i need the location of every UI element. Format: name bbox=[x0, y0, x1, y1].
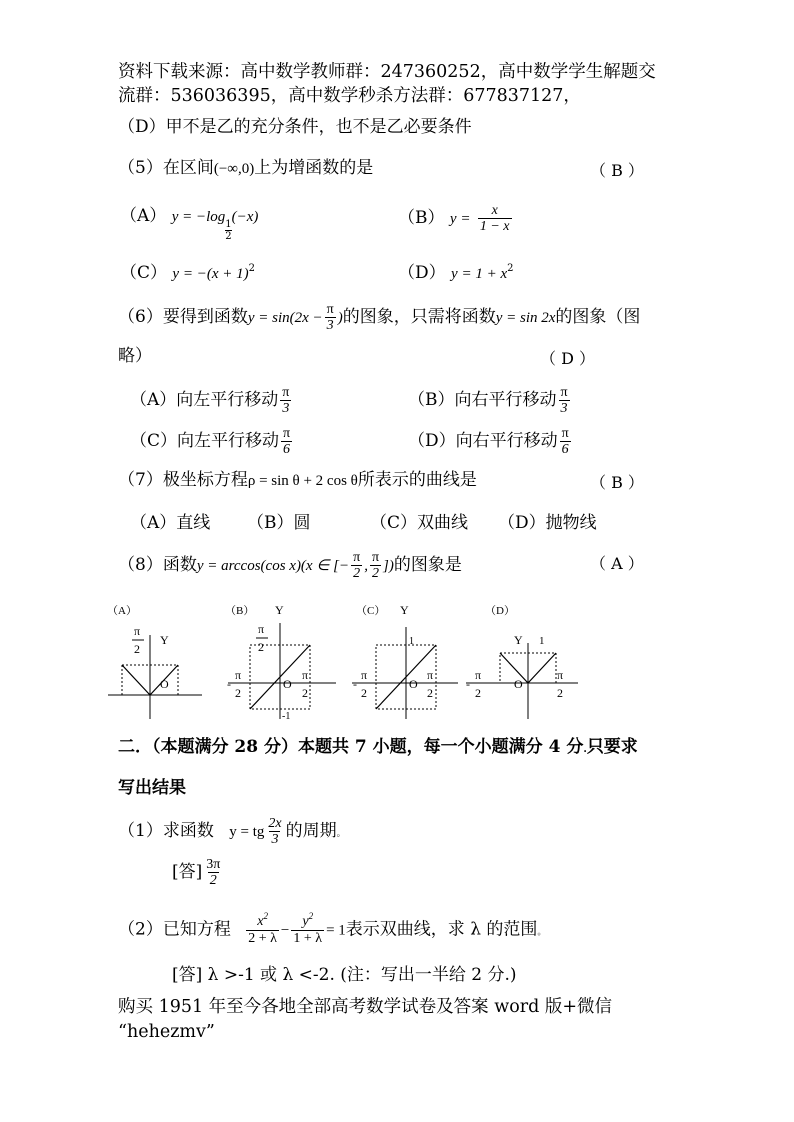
q6-line-2: 略） bbox=[118, 346, 152, 366]
frac-num: π bbox=[561, 426, 569, 441]
q6-option-a bbox=[130, 385, 293, 416]
footer-line-2: “hehezmv” bbox=[118, 1022, 215, 1042]
graph-d-label: （D） bbox=[485, 605, 515, 617]
log-base-den: 2 bbox=[225, 231, 232, 242]
graph-a-origin: O bbox=[160, 677, 169, 691]
frac-num: 3π bbox=[206, 857, 221, 872]
s1-answer-frac bbox=[204, 857, 222, 888]
graph-b bbox=[225, 603, 336, 722]
q5-option-c-exp: 2 bbox=[248, 263, 255, 274]
q6-p3: 的图象（图 bbox=[555, 307, 641, 327]
q5-prefix: （5）在区间 bbox=[118, 158, 214, 178]
graph-c-right-den: 2 bbox=[427, 686, 433, 700]
graph-d-yaxis-label: Y bbox=[514, 633, 523, 647]
frac-den: 3 bbox=[326, 318, 334, 333]
graph-b-yaxis-label: Y bbox=[275, 603, 284, 617]
graph-b-left-num: π bbox=[235, 668, 242, 682]
q5-option-d-math: y = 1 + x bbox=[451, 266, 508, 282]
q7-p2: 所表示的曲线是 bbox=[357, 470, 477, 490]
graph-b-ytop-num: π bbox=[258, 622, 265, 636]
q7-option-c: （C）双曲线 bbox=[370, 513, 469, 533]
frac-den: 3 bbox=[271, 832, 279, 847]
frac-den: 2 + λ bbox=[248, 931, 277, 946]
graph-d bbox=[466, 604, 578, 719]
q5-stem bbox=[118, 157, 373, 180]
q6-option-b bbox=[408, 385, 572, 416]
graph-d-left-num: π bbox=[475, 668, 482, 682]
s1-func: y = tg bbox=[229, 824, 265, 840]
q6-option-b-text: （B）向右平行移动 bbox=[408, 390, 557, 410]
q7-answer: （ B ） bbox=[590, 473, 644, 492]
q8-frac-2 bbox=[370, 550, 381, 581]
frac-den: 6 bbox=[561, 442, 569, 457]
q4-option-d: （D）甲不是乙的充分条件，也不是乙必要条件 bbox=[118, 117, 472, 137]
q5-option-b-lhs: y = bbox=[449, 211, 471, 227]
q6-func-1: y = sin(2x − bbox=[247, 310, 323, 326]
frac-num: π bbox=[282, 385, 290, 400]
frac-num: π bbox=[326, 302, 334, 317]
q5-option-d-exp: 2 bbox=[507, 263, 514, 274]
q6-option-d-fraction bbox=[560, 426, 571, 457]
q5-option-a-tail: (−x) bbox=[231, 209, 259, 225]
s1-answer bbox=[172, 857, 224, 888]
section-2-title-1: 二．（本题满分 28 分）本题共 7 小题，每一个小题满分 4 分.只要求 bbox=[118, 737, 638, 757]
q5-option-a-math: y = −log bbox=[171, 209, 226, 225]
frac-num: π bbox=[371, 550, 380, 565]
q8-answer: （ A ） bbox=[590, 554, 644, 573]
s2-answer: [答] λ >-1 或 λ <-2. (注：写出一半给 2 分.) bbox=[172, 965, 517, 985]
q5-option-d-label: （D） bbox=[398, 263, 446, 283]
graph-b-origin: O bbox=[283, 677, 292, 691]
frac-num: π bbox=[560, 385, 568, 400]
s2-n1: x bbox=[257, 914, 264, 929]
q7-option-b: （B）圆 bbox=[247, 513, 311, 533]
s2-minus: − bbox=[280, 922, 290, 939]
q6-option-a-text: （A）向左平行移动 bbox=[130, 390, 279, 410]
graph-b-left-den: 2 bbox=[235, 686, 241, 700]
q6-func-1-close: ) bbox=[337, 310, 343, 326]
q6-option-d-text: （D）向右平行移动 bbox=[408, 431, 558, 451]
q6-answer: （ D ） bbox=[540, 349, 596, 368]
frac-num: π bbox=[353, 550, 361, 565]
q5-option-a-base bbox=[225, 219, 231, 242]
s1-p1: （1）求函数 bbox=[118, 821, 214, 841]
q5-option-d bbox=[398, 262, 513, 287]
q6-option-a-fraction bbox=[280, 385, 291, 416]
log-base-num: 1 bbox=[225, 219, 232, 230]
graph-a-label: （A） bbox=[107, 605, 137, 617]
graph-a-ytop-den: 2 bbox=[134, 642, 140, 656]
frac-den: 6 bbox=[283, 442, 291, 457]
q8-graphs bbox=[100, 595, 700, 725]
q5-option-c-label: （C） bbox=[120, 263, 168, 283]
section-2-title-2: 写出结果 bbox=[118, 778, 186, 798]
q5-option-c-math: y = −(x + 1) bbox=[172, 266, 249, 282]
frac-den: 3 bbox=[282, 401, 290, 416]
q7-stem bbox=[118, 469, 477, 492]
q5-option-a-label: （A） bbox=[120, 206, 167, 226]
s2-n1-exp: 2 bbox=[263, 911, 268, 921]
frac-num bbox=[255, 911, 270, 930]
graph-a bbox=[107, 604, 202, 719]
s2-n2: y bbox=[302, 914, 309, 929]
q6-p1: （6）要得到函数 bbox=[118, 307, 248, 327]
q6-option-b-fraction bbox=[559, 385, 570, 416]
graph-c-yaxis-label: Y bbox=[400, 603, 409, 617]
frac-num: 2x bbox=[268, 816, 282, 831]
graph-b-ytop-den: 2 bbox=[258, 640, 264, 654]
graph-c bbox=[352, 603, 458, 719]
graph-d-right-num: π bbox=[557, 668, 564, 682]
q6-func-1-fraction bbox=[325, 302, 336, 333]
s1-frac bbox=[266, 816, 283, 847]
graph-b-ybottom: -1 bbox=[282, 711, 291, 722]
graph-b-label: （B） bbox=[225, 605, 255, 617]
graph-d-origin: O bbox=[514, 677, 523, 691]
s1-stem: （1）求函数 y = tg $\frac{2x}{3}$ 的周期。 bbox=[118, 816, 346, 847]
q7-option-d: （D）抛物线 bbox=[498, 513, 597, 533]
q7-formula: ρ = sin θ + 2 cos θ bbox=[247, 473, 358, 489]
q8-stem bbox=[118, 550, 462, 581]
q8-func-a: y = arccos(cos x)(x ∈ [− bbox=[196, 558, 350, 574]
frac-num: x bbox=[491, 203, 498, 218]
graph-c-origin: O bbox=[409, 677, 418, 691]
graph-b-right-den: 2 bbox=[302, 686, 308, 700]
s2-p1: （2）已知方程 bbox=[118, 919, 231, 940]
graph-c-left-sign: - bbox=[353, 677, 357, 691]
graph-c-left-den: 2 bbox=[361, 686, 367, 700]
s2-frac-2 bbox=[291, 911, 324, 946]
frac-den: 2 bbox=[353, 566, 361, 581]
graph-d-ytop: 1 bbox=[539, 635, 545, 647]
graph-d-left-den: 2 bbox=[475, 686, 481, 700]
header-line-1: 资料下载来源：高中数学教师群：247360252，高中数学学生解题交 bbox=[118, 62, 656, 82]
q5-option-b-label: （B） bbox=[398, 208, 445, 228]
frac-den: 2 bbox=[209, 873, 217, 888]
graph-c-label: （C） bbox=[356, 605, 386, 617]
graph-a-yaxis-label: Y bbox=[160, 633, 169, 647]
q5-interval: (−∞,0) bbox=[213, 161, 255, 177]
section-2-title-tail: 只要求 bbox=[586, 737, 638, 757]
q8-p2: 的图象是 bbox=[393, 555, 462, 575]
q6-stem bbox=[118, 302, 640, 333]
footer-line-1: 购买 1951 年至今各地全部高考数学试卷及答案 word 版+微信 bbox=[118, 997, 613, 1017]
q6-p2: 的图象，只需将函数 bbox=[342, 307, 496, 327]
frac-den: 2 bbox=[371, 566, 379, 581]
graph-c-right-num: π bbox=[427, 668, 434, 682]
s2-n2-exp: 2 bbox=[308, 911, 314, 921]
q5-option-c bbox=[120, 262, 255, 287]
frac-den: 3 bbox=[560, 401, 568, 416]
frac-den: 1 + λ bbox=[293, 931, 323, 946]
graph-d-left-sign: - bbox=[466, 677, 470, 691]
q5-suffix: 上为增函数的是 bbox=[254, 158, 374, 178]
graph-c-ytop: 1 bbox=[409, 636, 414, 647]
q7-option-a: （A）直线 bbox=[130, 513, 211, 533]
s2-p2: 表示双曲线，求 λ 的范围 bbox=[345, 919, 538, 940]
q5-option-b-fraction bbox=[478, 203, 512, 234]
q5-option-a bbox=[120, 205, 259, 242]
header-line-2: 流群：536036395，高中数学秒杀方法群：677837127， bbox=[118, 86, 581, 106]
q5-answer: （ B ） bbox=[590, 161, 644, 180]
q6-option-c-text: （C）向左平行移动 bbox=[130, 431, 280, 451]
graph-b-left-sign: - bbox=[227, 677, 231, 691]
graph-c-left-num: π bbox=[361, 668, 368, 682]
frac-num bbox=[300, 911, 315, 930]
s2-eq: = 1 bbox=[326, 922, 346, 939]
frac-num: π bbox=[283, 426, 291, 441]
q6-option-c bbox=[130, 426, 294, 457]
q8-frac-1 bbox=[351, 550, 362, 581]
q7-p1: （7）极坐标方程 bbox=[118, 470, 248, 490]
graph-b-right-num: π bbox=[302, 668, 309, 682]
s1-p2: 的周期 bbox=[285, 821, 337, 841]
section-2-title-main: 二．（本题满分 28 分）本题共 7 小题，每一个小题满分 4 分 bbox=[118, 737, 584, 757]
s2-frac-1 bbox=[246, 911, 279, 946]
frac-den: 1 − x bbox=[479, 219, 510, 234]
q6-option-d bbox=[408, 426, 573, 457]
graph-a-ytop-num: π bbox=[134, 624, 141, 638]
q8-p1: （8）函数 bbox=[118, 555, 197, 575]
q8-comma: , bbox=[364, 558, 368, 574]
q6-func-2: y = sin 2x bbox=[495, 310, 556, 326]
graph-d-right-den: 2 bbox=[557, 686, 563, 700]
q6-option-c-fraction bbox=[281, 426, 292, 457]
s1-answer-label: [答] bbox=[172, 862, 203, 882]
s2-stem: （2）已知方程 $\frac{x^2}{2 + \lambda}$ − $\frac{y^2}{1 + \lambda}$ = 1表示双曲线，求 λ 的范围。 bbox=[118, 911, 547, 946]
q5-option-b bbox=[398, 203, 514, 234]
q8-func-b: ]) bbox=[383, 558, 394, 574]
